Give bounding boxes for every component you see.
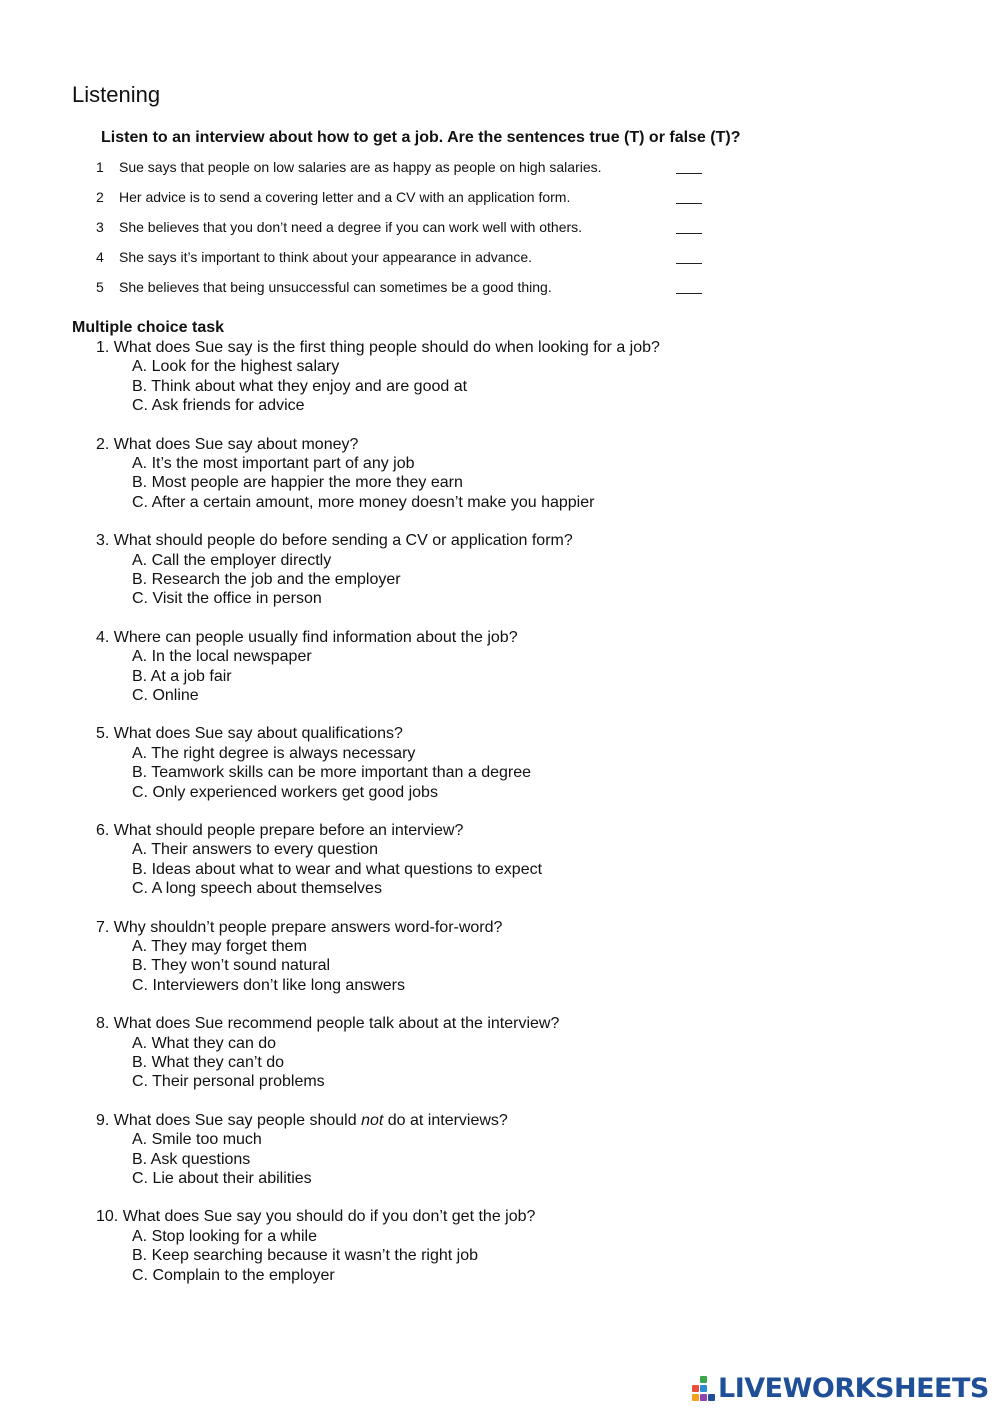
logo-square — [700, 1385, 707, 1392]
mc-option[interactable]: C. A long speech about themselves — [132, 880, 382, 898]
tf-answer-blank[interactable] — [676, 157, 702, 174]
mc-question — [96, 1207, 896, 1304]
mc-option[interactable]: A. In the local newspaper — [132, 648, 312, 666]
tf-answer-blank[interactable] — [676, 277, 702, 294]
mc-option[interactable]: C. Visit the office in person — [132, 590, 322, 608]
mc-option[interactable]: A. Look for the highest salary — [132, 358, 340, 376]
tf-item-text: She says it’s important to think about your appearance in advance. — [119, 249, 532, 265]
tf-item-text: She believes that being unsuccessful can sometimes be a good thing. — [119, 279, 552, 295]
tf-answer-blank[interactable] — [676, 247, 702, 264]
true-false-instruction: Listen to an interview about how to get a job. Are the sentences true (T) or false (T)? — [101, 129, 741, 146]
mc-option[interactable]: A. They may forget them — [132, 937, 307, 955]
logo-square — [700, 1394, 707, 1401]
mc-question-stem: 7. Why shouldn’t people prepare answers word-for-word? — [96, 918, 503, 936]
mc-option[interactable]: C. Ask friends for advice — [132, 397, 305, 415]
mc-question — [96, 435, 896, 532]
mc-option[interactable]: A. Stop looking for a while — [132, 1227, 317, 1245]
mc-option[interactable]: C. Their personal problems — [132, 1073, 325, 1091]
mc-question — [96, 628, 896, 725]
tf-answer-blank[interactable] — [676, 187, 702, 204]
mc-option[interactable]: B. Teamwork skills can be more important than a degree — [132, 764, 532, 782]
mc-question-stem: 4. Where can people usually find information about the job? — [96, 628, 518, 646]
mc-question-stem: 1. What does Sue say is the first thing people should do when looking for a job? — [96, 339, 660, 356]
page-title: Listening — [72, 82, 161, 107]
logo-square — [692, 1385, 699, 1392]
tf-item-text: Her advice is to send a covering letter and a CV with an application form. — [119, 189, 571, 205]
mc-option[interactable]: A. What they can do — [132, 1034, 277, 1052]
tf-item-number: 3 — [96, 219, 104, 235]
tf-item — [96, 187, 716, 217]
tf-item — [96, 277, 716, 307]
mc-option[interactable]: B. Most people are happier the more they earn — [132, 474, 463, 492]
mc-question-stem: 6. What should people prepare before an interview? — [96, 821, 464, 839]
mc-option[interactable]: A. The right degree is always necessary — [132, 744, 416, 762]
mc-question — [96, 821, 896, 918]
mc-option[interactable]: A. Their answers to every question — [132, 841, 379, 859]
mc-option[interactable]: C. Only experienced workers get good jobs — [132, 783, 438, 801]
mc-question-stem-emphasis: not — [361, 1111, 384, 1129]
liveworksheets-logo-text: LIVEWORKSHEETS — [718, 1373, 989, 1404]
tf-item — [96, 157, 716, 187]
mc-option[interactable]: A. Smile too much — [132, 1131, 262, 1149]
mc-question-stem: 8. What does Sue recommend people talk about at the interview? — [96, 1015, 560, 1033]
mc-question-stem-end: do at interviews? — [383, 1111, 508, 1129]
tf-item-text: She believes that you don’t need a degree if you can work well with others. — [119, 219, 583, 235]
mc-question-stem: 5. What does Sue say about qualifications? — [96, 725, 403, 743]
mc-option[interactable]: C. Online — [132, 687, 199, 704]
mc-question — [96, 1014, 896, 1111]
mc-option[interactable]: B. Ask questions — [132, 1150, 251, 1168]
mc-option[interactable]: B. At a job fair — [132, 667, 232, 685]
mc-option[interactable]: B. Keep searching because it wasn’t the right job — [132, 1247, 478, 1265]
true-false-list — [96, 157, 716, 307]
mc-option[interactable]: B. What they can’t do — [132, 1053, 285, 1071]
liveworksheets-logo-icon — [692, 1375, 716, 1403]
mc-option[interactable]: B. Research the job and the employer — [132, 571, 401, 588]
mc-option[interactable]: B. They won’t sound natural — [132, 957, 331, 975]
mc-question — [96, 338, 896, 435]
tf-item-number: 1 — [96, 159, 104, 175]
mc-option[interactable]: B. Ideas about what to wear and what questions to expect — [132, 860, 543, 878]
multiple-choice-heading: Multiple choice task — [72, 319, 225, 336]
mc-question-stem: 2. What does Sue say about money? — [96, 435, 359, 453]
mc-option[interactable]: A. It’s the most important part of any job — [132, 455, 415, 472]
mc-question-stem — [96, 1111, 896, 1130]
logo-square — [708, 1394, 715, 1401]
mc-option[interactable]: B. Think about what they enjoy and are good at — [132, 377, 468, 395]
mc-option[interactable]: A. Call the employer directly — [132, 551, 332, 569]
logo-square — [700, 1376, 707, 1383]
mc-question — [96, 724, 896, 821]
logo-square — [692, 1394, 699, 1401]
tf-item — [96, 217, 716, 247]
tf-item-number: 5 — [96, 279, 104, 295]
mc-question-stem-start: 9. What does Sue say people should — [96, 1111, 362, 1129]
tf-answer-blank[interactable] — [676, 217, 702, 234]
multiple-choice-list — [96, 338, 896, 1304]
mc-option[interactable]: C. Complain to the employer — [132, 1266, 335, 1284]
tf-item-number: 4 — [96, 249, 104, 265]
mc-option[interactable]: C. Lie about their abilities — [132, 1169, 312, 1187]
mc-question — [96, 531, 896, 628]
mc-option[interactable]: C. Interviewers don’t like long answers — [132, 976, 406, 994]
mc-option[interactable]: C. After a certain amount, more money doesn’t make you happier — [132, 493, 595, 511]
mc-question-stem: 3. What should people do before sending a CV or application form? — [96, 532, 573, 550]
tf-item-number: 2 — [96, 189, 104, 205]
mc-question — [96, 918, 896, 1015]
tf-item-text: Sue says that people on low salaries are as happy as people on high salaries. — [119, 159, 602, 175]
mc-question — [96, 1111, 896, 1208]
liveworksheets-logo[interactable] — [692, 1374, 989, 1404]
mc-question-stem: 10. What does Sue say you should do if you don’t get the job? — [96, 1208, 536, 1226]
tf-item — [96, 247, 716, 277]
